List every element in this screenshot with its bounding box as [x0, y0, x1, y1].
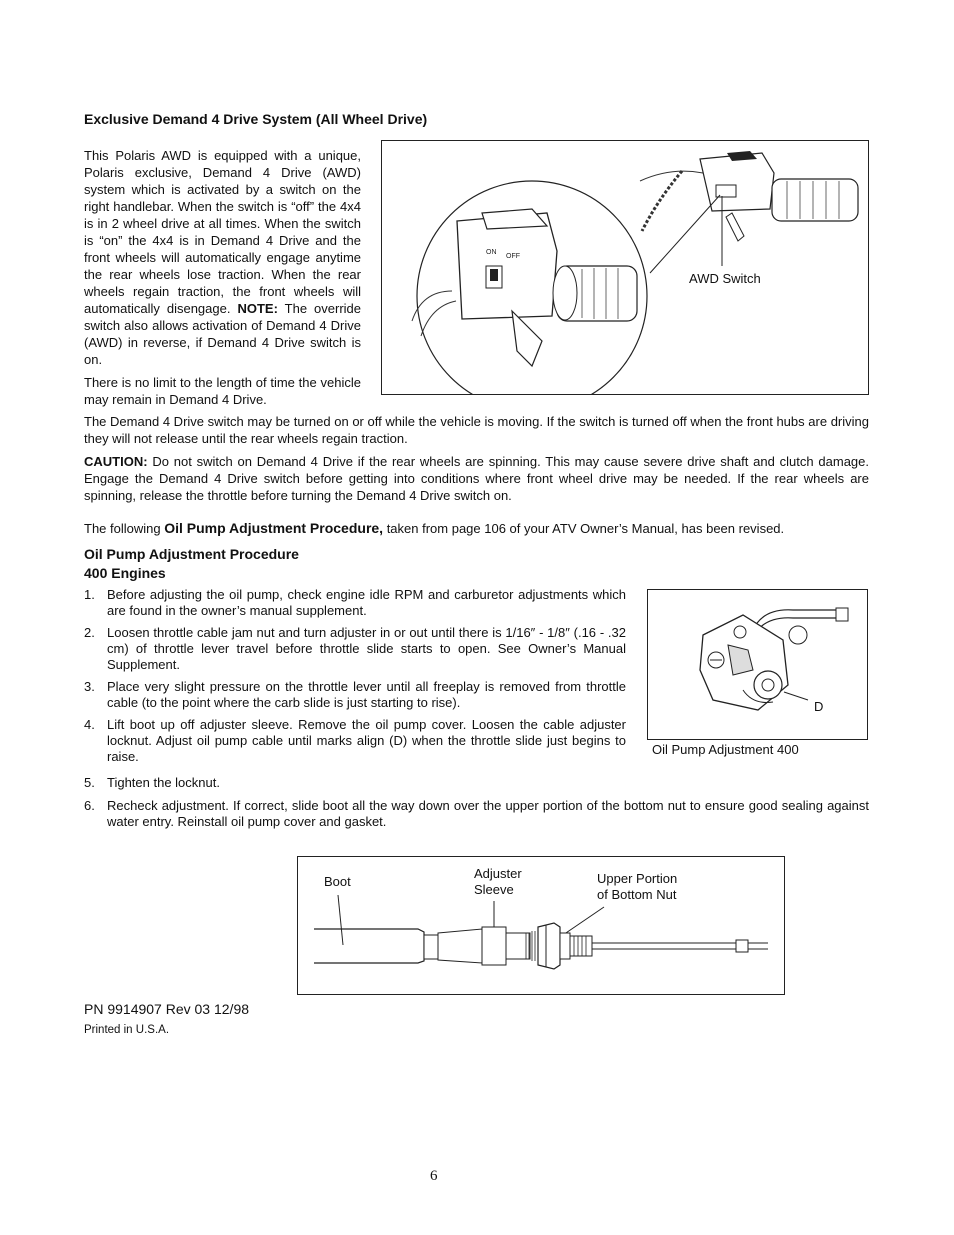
cable-illustration	[298, 857, 784, 994]
caution-text: Do not switch on Demand 4 Drive if the rear wheels are spinning. This may cause severe drive shaft and clutch damage. Engage the Demand 4 Drive switch before getting into conditions where front wheel drive may be needed. If the rear wheels are spinning, release the throttle before turning the Demand 4 Drive switch on.	[84, 454, 869, 503]
oil-pump-subheading: 400 Engines	[84, 565, 166, 581]
on-label: ON	[486, 249, 497, 256]
oil-pump-steps-narrow	[84, 587, 626, 765]
caution-paragraph	[84, 453, 869, 504]
awd-switch-label: AWD Switch	[689, 271, 761, 286]
upper-portion-label-line2: of Bottom Nut	[597, 887, 677, 902]
cable-figure	[297, 856, 785, 995]
revision-suffix: taken from page 106 of your ATV Owner’s Manual, has been revised.	[383, 521, 785, 536]
list-item: 2. Loosen throttle cable jam nut and turn adjuster in or out until there is 1/16″ - 1/8″ (.16 - .32 cm) of throttle lever travel before throttle slide starts to open. See Owner’s Manual Supplement.	[84, 625, 626, 672]
list-item: 1. Before adjusting the oil pump, check engine idle RPM and carburetor adjustments which are found in the owner’s manual supplement.	[84, 587, 626, 618]
awd-switch-illustration	[382, 141, 868, 394]
marker-d-label: D	[814, 699, 824, 714]
oil-pump-illustration	[648, 590, 867, 739]
caution-label: CAUTION:	[84, 454, 148, 469]
oil-pump-caption: Oil Pump Adjustment 400	[652, 742, 799, 757]
awd-intro-paragraph	[84, 147, 361, 368]
awd-intro-text: This Polaris AWD is equipped with a unique, Polaris exclusive, Demand 4 Drive (AWD) system which is activated by a switch on the right handlebar. When the switch is “off” the 4x4 is in 2 wheel drive at all times. When the switch is “on” the 4x4 is in Demand 4 Drive and the front wheels will automatically engage anytime the rear wheels lose traction. When the rear wheels regain traction, the front wheels will automatically disengage.	[84, 148, 361, 316]
part-number: PN 9914907 Rev 03 12/98	[84, 1001, 250, 1017]
list-item: 6. Recheck adjustment. If correct, slide boot all the way down over the upper portion of the bottom nut to ensure good sealing against water entry. Reinstall oil pump cover and gasket.	[84, 798, 869, 829]
revision-notice	[84, 520, 784, 536]
awd-intro-column	[84, 147, 361, 408]
revision-procedure-name: Oil Pump Adjustment Procedure,	[164, 520, 384, 536]
awd-moving-paragraph: The Demand 4 Drive switch may be turned on or off while the vehicle is moving. If the switch is turned off when the front hubs are driving they will not release until the rear wheels regain traction.	[84, 414, 869, 446]
awd-time-paragraph: There is no limit to the length of time the vehicle may remain in Demand 4 Drive.	[84, 375, 361, 407]
note-label: NOTE:	[237, 301, 278, 316]
awd-heading: Exclusive Demand 4 Drive System (All Wheel Drive)	[84, 111, 428, 127]
revision-prefix: The following	[84, 521, 165, 536]
boot-label: Boot	[324, 874, 351, 889]
oil-pump-figure	[647, 589, 868, 740]
adjuster-sleeve-label-line1: Adjuster	[474, 866, 522, 881]
upper-portion-label-line1: Upper Portion	[597, 871, 678, 886]
note-text: The override switch also allows activation of Demand 4 Drive (AWD) in reverse, if Demand 4 Drive switch is on.	[84, 301, 361, 367]
oil-pump-heading: Oil Pump Adjustment Procedure	[84, 546, 299, 562]
adjuster-sleeve-label-line2: Sleeve	[474, 882, 514, 897]
list-item: 4. Lift boot up off adjuster sleeve. Remove the oil pump cover. Loosen the cable adjuster locknut. Adjust oil pump cable until marks align (D) when the throttle slide just begins to raise.	[84, 717, 626, 764]
page-number: 6	[430, 1168, 438, 1184]
oil-pump-steps-wide	[84, 775, 869, 830]
list-item: 5. Tighten the locknut.	[84, 775, 220, 790]
awd-switch-figure	[381, 140, 869, 395]
list-item: 3. Place very slight pressure on the throttle lever until all freeplay is removed from throttle cable (to the point where the carb slide is just starting to rise).	[84, 679, 626, 710]
off-label: OFF	[506, 253, 520, 260]
printed-in: Printed in U.S.A.	[84, 1024, 170, 1036]
